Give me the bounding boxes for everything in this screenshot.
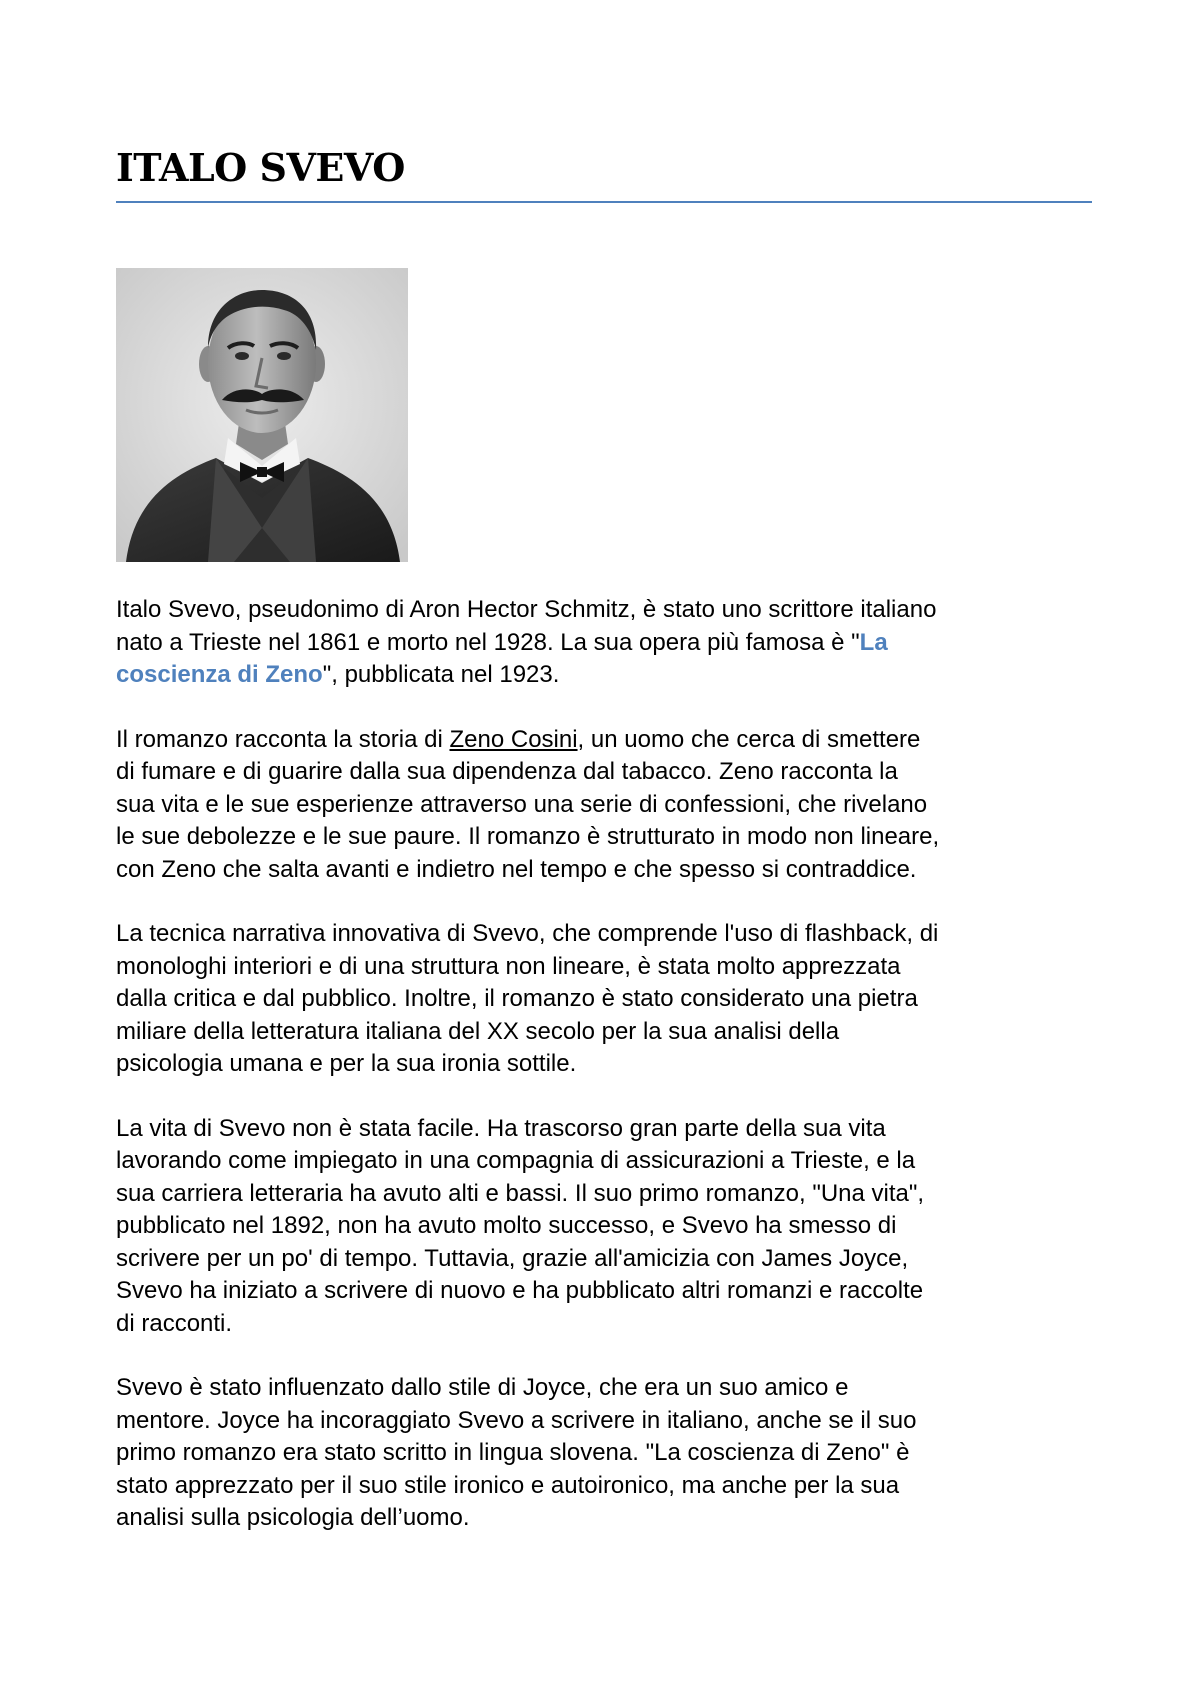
text-line: scrivere per un po' di tempo. Tuttavia, grazie all'amicizia con James Joyce, (116, 1244, 909, 1272)
text-line: stato apprezzato per il suo stile ironico e autoironico, ma anche per la sua (116, 1471, 900, 1499)
text-line (116, 659, 1092, 692)
text-line: di racconti. (116, 1309, 233, 1337)
text-segment: , un uomo che cerca di smettere (577, 725, 921, 753)
document-page (116, 0, 1092, 1698)
text-line: le sue debolezze e le sue paure. Il romanzo è strutturato in modo non lineare, (116, 823, 940, 850)
book-title-link[interactable]: La (859, 628, 888, 656)
character-name-link[interactable]: Zeno Cosini (449, 725, 578, 753)
paragraph-2 (116, 724, 1092, 887)
text-line: pubblicato nel 1892, non ha avuto molto successo, e Svevo ha smesso di (116, 1212, 897, 1239)
text-line (116, 724, 1092, 757)
paragraph-5 (116, 1372, 1092, 1535)
text-segment: Il romanzo racconta la storia di (116, 725, 450, 753)
text-line: lavorando come impiegato in una compagnia di assicurazioni a Trieste, e la (116, 1147, 916, 1174)
title-underline-rule (116, 201, 1092, 203)
text-line (116, 627, 1092, 660)
body-text (116, 594, 1092, 1567)
text-line: Italo Svevo, pseudonimo di Aron Hector Schmitz, è stato uno scrittore italiano (116, 596, 937, 623)
paragraph-4 (116, 1113, 1092, 1341)
book-title-link[interactable]: coscienza di Zeno (116, 661, 323, 688)
text-line: monologhi interiori e di una struttura non lineare, è stata molto apprezzata (116, 952, 901, 980)
text-line: sua carriera letteraria ha avuto alti e bassi. Il suo primo romanzo, "Una vita", (116, 1179, 925, 1207)
paragraph-1 (116, 594, 1092, 692)
text-line: con Zeno che salta avanti e indietro nel tempo e che spesso si contraddice. (116, 855, 917, 883)
text-line: mentore. Joyce ha incoraggiato Svevo a scrivere in italiano, anche se il suo (116, 1406, 917, 1434)
text-line: sua vita e le sue esperienze attraverso una serie di confessioni, che rivelano (116, 790, 928, 818)
document-title: ITALO SVEVO (116, 145, 405, 190)
text-line: dalla critica e dal pubblico. Inoltre, il romanzo è stato considerato una pietra (116, 985, 918, 1012)
text-segment: ", pubblicata nel 1923. (322, 661, 560, 688)
text-line: La vita di Svevo non è stata facile. Ha trascorso gran parte della sua vita (116, 1114, 886, 1142)
text-line: miliare della letteratura italiana del XX secolo per la sua analisi della (116, 1017, 840, 1045)
text-line: di fumare e di guarire dalla sua dipendenza dal tabacco. Zeno racconta la (116, 758, 898, 785)
text-line: Svevo è stato influenzato dallo stile di Joyce, che era un suo amico e (116, 1374, 849, 1401)
text-segment: nato a Trieste nel 1861 e morto nel 1928. La sua opera più famosa è " (116, 628, 860, 656)
text-line: psicologia umana e per la sua ironia sottile. (116, 1050, 577, 1077)
paragraph-3 (116, 918, 1092, 1081)
text-line: La tecnica narrativa innovativa di Svevo, che comprende l'uso di flashback, di (116, 920, 939, 947)
text-line: Svevo ha iniziato a scrivere di nuovo e ha pubblicato altri romanzi e raccolte (116, 1277, 924, 1304)
text-line: analisi sulla psicologia dell’uomo. (116, 1504, 470, 1531)
portrait-photo (116, 268, 408, 562)
text-line: primo romanzo era stato scritto in lingua slovena. "La coscienza di Zeno" è (116, 1439, 910, 1466)
